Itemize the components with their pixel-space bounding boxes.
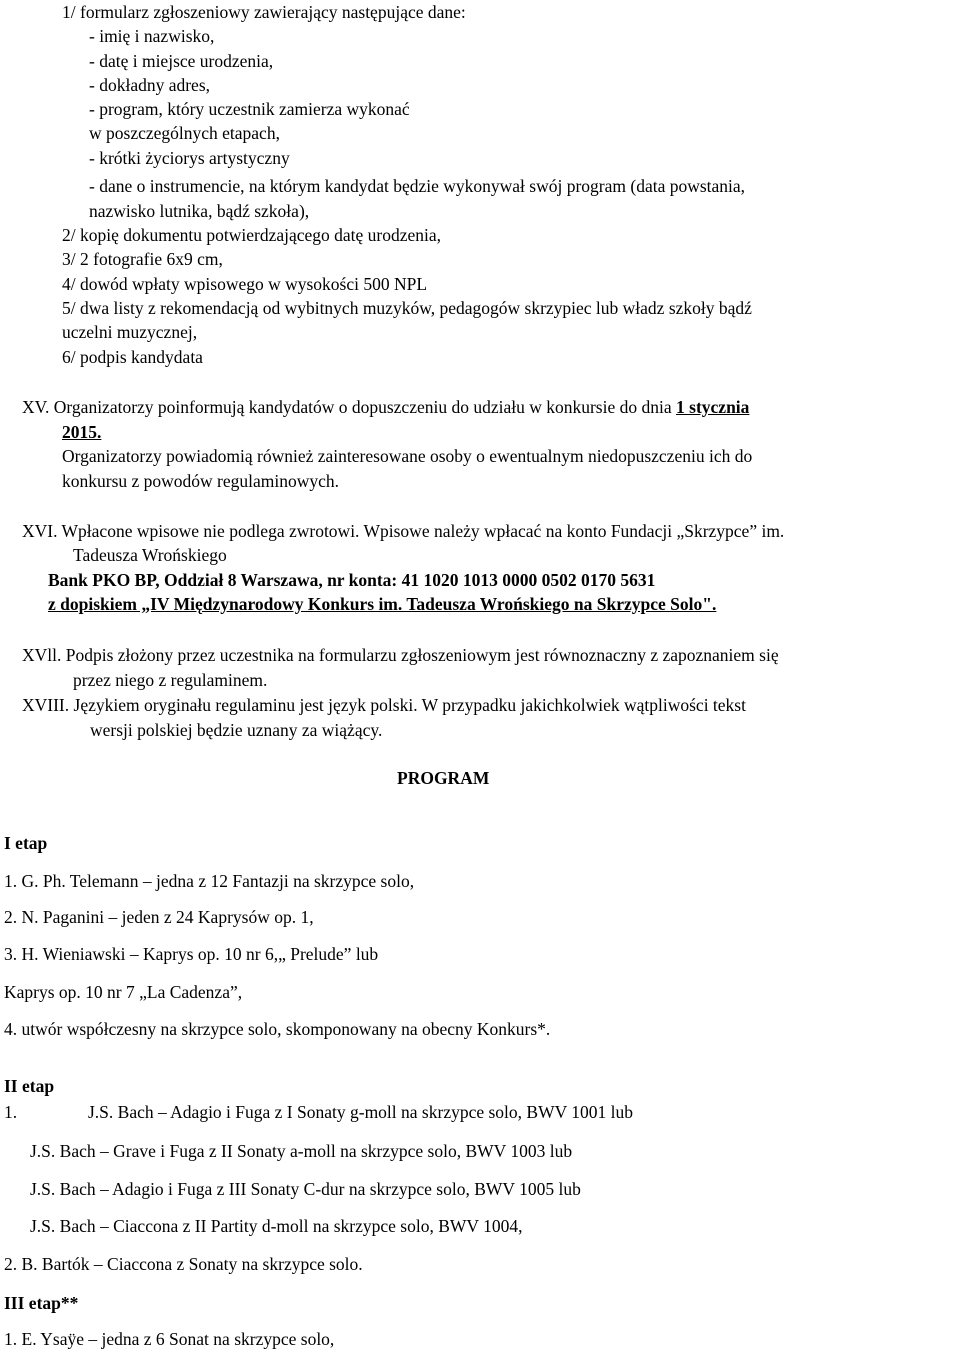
xv-number: XV. bbox=[22, 397, 50, 417]
xviii-line1: XVIII. Językiem oryginału regulaminu jest język polski. W przypadku jakichkolwiek wątpliwości tekst bbox=[22, 695, 746, 715]
xiv-item6: 6/ podpis kandydata bbox=[62, 347, 203, 367]
xiv-sub-item: w poszczególnych etapach, bbox=[89, 123, 280, 143]
xvi-line1: XVI. Wpłacone wpisowe nie podlega zwrotowi. Wpisowe należy wpłacać na konto Fundacji „Skrzypce” im. bbox=[22, 521, 785, 541]
stage3-title-text: III etap** bbox=[4, 1293, 79, 1313]
stage2-item1-text: J.S. Bach – Adagio i Fuga z I Sonaty g-moll na skrzypce solo, BWV 1001 lub bbox=[88, 1102, 634, 1122]
xiv-item3: 3/ 2 fotografie 6x9 cm, bbox=[62, 249, 223, 269]
transfer-note-line: z dopiskiem „IV Międzynarodowy Konkurs im. Tadeusza Wrońskiego na Skrzypce Solo". bbox=[48, 594, 717, 614]
xiv-item2: 2/ kopię dokumentu potwierdzającego datę urodzenia, bbox=[62, 225, 442, 245]
stage2-alt-item: J.S. Bach – Adagio i Fuga z III Sonaty C-dur na skrzypce solo, BWV 1005 lub bbox=[30, 1179, 581, 1199]
stage2-alt-item: J.S. Bach – Ciaccona z II Partity d-moll na skrzypce solo, BWV 1004, bbox=[30, 1216, 523, 1236]
xiv-item5-line2: uczelni muzycznej, bbox=[62, 322, 198, 342]
stage2-title: II etap bbox=[4, 1076, 55, 1096]
stage1-item: 3. H. Wieniawski – Kaprys op. 10 nr 6,„ Prelude” lub bbox=[4, 944, 379, 964]
xiv-sub-item: - krótki życiorys artystyczny bbox=[89, 148, 290, 168]
stage1-title: I etap bbox=[4, 833, 48, 853]
stage3-title bbox=[4, 1291, 78, 1315]
stage2-alt-item: J.S. Bach – Grave i Fuga z II Sonaty a-moll na skrzypce solo, BWV 1003 lub bbox=[30, 1141, 573, 1161]
xv-paragraph-line2: Organizatorzy powiadomią również zainteresowane osoby o ewentualnym niedopuszczeniu ich do bbox=[62, 446, 753, 466]
xiv-sub-item: - program, który uczestnik zamierza wykonać bbox=[89, 99, 410, 119]
xvi-line2: Tadeusza Wrońskiego bbox=[73, 545, 227, 565]
xv-paragraph-line3: konkursu z powodów regulaminowych. bbox=[62, 471, 340, 491]
program-heading: PROGRAM bbox=[397, 768, 490, 788]
xv-text: Organizatorzy poinformują kandydatów o dopuszczeniu do udziału w konkursie do dnia bbox=[49, 397, 677, 417]
stage1-item: Kaprys op. 10 nr 7 „La Cadenza”, bbox=[4, 982, 243, 1002]
xvii-line1: XVll. Podpis złożony przez uczestnika na formularzu zgłoszeniowym jest równoznaczny z zapoznaniem się bbox=[22, 645, 779, 665]
xviii-line2: wersji polskiej będzie uznany za wiążący. bbox=[90, 720, 383, 740]
xiv-item5-line1: 5/ dwa listy z rekomendacją od wybitnych muzyków, pedagogów skrzypiec lub władz szkoły bądź bbox=[62, 298, 752, 318]
stage2-item1-number: 1. bbox=[4, 1102, 18, 1122]
xv-paragraph-line1 bbox=[22, 395, 749, 419]
xiv-sub-item: - dokładny adres, bbox=[89, 75, 211, 95]
xiv-item4: 4/ dowód wpłaty wpisowego w wysokości 500 NPL bbox=[62, 274, 428, 294]
xv-deadline-date: 1 stycznia bbox=[676, 397, 750, 417]
stage1-item: 1. G. Ph. Telemann – jedna z 12 Fantazji na skrzypce solo, bbox=[4, 871, 415, 891]
stage1-item: 4. utwór współczesny na skrzypce solo, skomponowany na obecny Konkurs*. bbox=[4, 1019, 551, 1039]
stage2-item2: 2. B. Bartók – Ciaccona z Sonaty na skrzypce solo. bbox=[4, 1254, 363, 1274]
xiv-sub-item: - dane o instrumencie, na którym kandydat będzie wykonywał swój program (data powstania, bbox=[89, 176, 746, 196]
xv-deadline-year: 2015. bbox=[62, 422, 102, 442]
stage3-item1: 1. E. Ysaÿe – jedna z 6 Sonat na skrzypce solo, bbox=[4, 1329, 335, 1349]
xiv-item1-intro: 1/ formularz zgłoszeniowy zawierający następujące dane: bbox=[62, 2, 466, 22]
xiv-sub-item: - imię i nazwisko, bbox=[89, 26, 215, 46]
xiv-sub-item: - datę i miejsce urodzenia, bbox=[89, 51, 274, 71]
xiv-sub-item: nazwisko lutnika, bądź szkoła), bbox=[89, 201, 310, 221]
stage1-item: 2. N. Paganini – jeden z 24 Kaprysów op. 1, bbox=[4, 907, 314, 927]
bank-account-line: Bank PKO BP, Oddział 8 Warszawa, nr konta: 41 1020 1013 0000 0502 0170 5631 bbox=[48, 570, 656, 590]
xvii-line2: przez niego z regulaminem. bbox=[73, 670, 268, 690]
